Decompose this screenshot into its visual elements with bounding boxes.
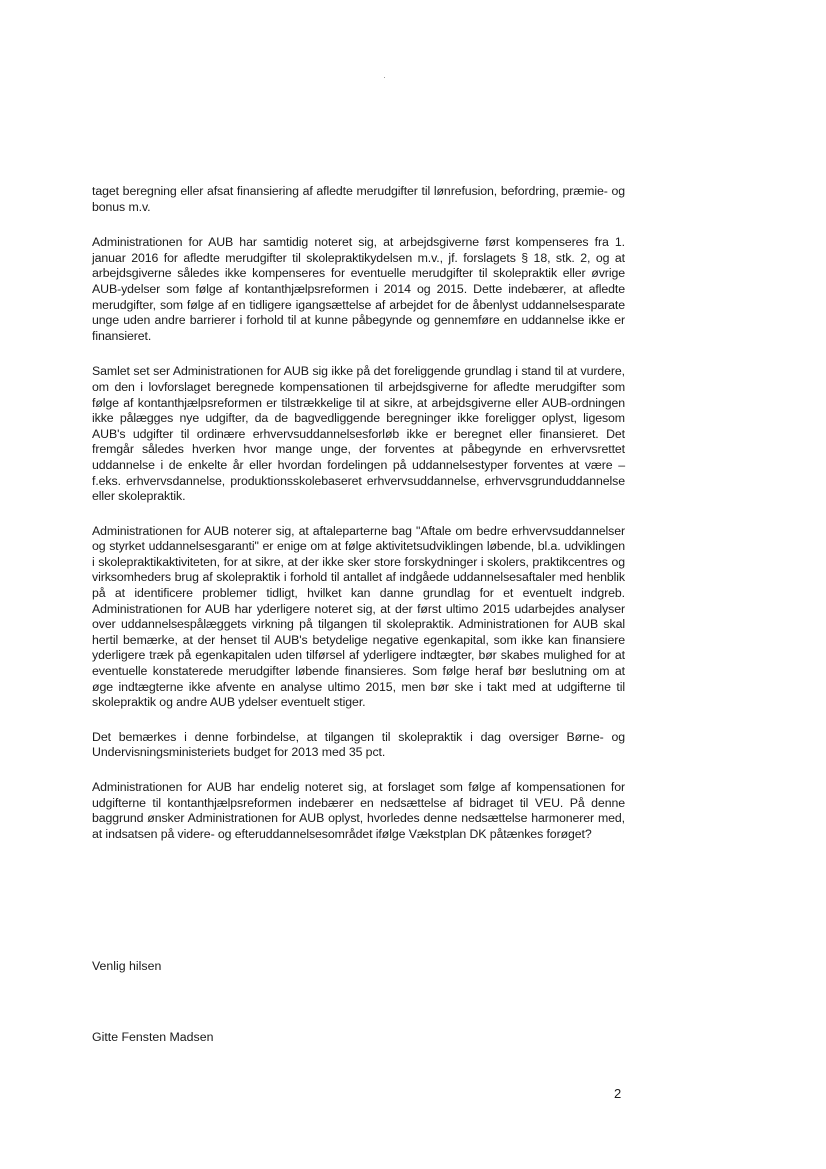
page-number: 2 — [614, 1086, 622, 1101]
paragraph-compensation-timing: Administrationen for AUB har samtidig noteret sig, at arbejdsgiverne først kompenseres fra 1. januar 2016 for afledte merudgifter til skolepraktikydelsen m.v., jf. forslagets § 18, stk. 2, og at arbejdsgiverne således ikke kompenseres for eventuelle merudgifter til skolepraktik eller øvrige AUB-ydelser som følge af kontanthjælpsreformen i 2014 og 2015. Dette indebærer, at afledte merudgifter, som følge af en tidligere igangsættelse af arbejdet for de åbenlyst uddannelsesparate unge uden andre barrierer i forhold til at kunne påbegynde og gennemføre en uddannelse ikke er finansieret. — [92, 235, 625, 343]
paragraph-continuation: taget beregning eller afsat finansiering af afledte merudgifter til lønrefusion, befordring, præmie- og bonus m.v. — [92, 184, 625, 214]
paragraph-budget-note: Det bemærkes i denne forbindelse, at tilgangen til skolepraktik i dag oversiger Børne- og Undervisningsministeriets budget for 2013 med 35 pct. — [92, 729, 625, 760]
letter-body — [92, 184, 625, 842]
scan-speck — [384, 77, 385, 78]
closing-greeting: Venlig hilsen — [92, 959, 162, 973]
paragraph-agreement-parties: Administrationen for AUB noterer sig, at aftaleparterne bag "Aftale om bedre erhvervsuddannelser og styrket uddannelsesgaranti" er enige om at følge aktivitetsudviklingen løbende, bl.a. udviklingen i skolepraktikaktiviteten, for at sikre, at der ikke sker store forskydninger i skolers, praktikcentres og virksomheders brug af skolepraktik i forhold til antallet af indgåede uddannelsesaftaler med henblik på at identificere problemer tidligt, hvilket kan danne grundlag for et eventuelt indgreb. Administrationen for AUB har yderligere noteret sig, at der først ultimo 2015 udarbejdes analyser over uddannelsespålæggets virkning på tilgangen til skolepraktik. Administrationen for AUB skal hertil bemærke, at der henset til AUB's betydelige negative egenkapital, som ikke kan finansiere yderligere træk på egenkapitalen uden tilførsel af yderligere indtægter, bør skabes mulighed for at eventuelle konstaterede merudgifter løbende finansieres. Som følge heraf bør beslutning om at øge indtægterne ikke afvente en analyse ultimo 2015, men bør ske i takt med at udgifterne til skolepraktik og andre AUB ydelser eventuelt stiger. — [92, 523, 625, 710]
paragraph-veu-contribution: Administrationen for AUB har endelig noteret sig, at forslaget som følge af kompensationen for udgifterne til kontanthjælpsreformen indebærer en nedsættelse af bidraget til VEU. På denne baggrund ønsker Administrationen for AUB oplyst, hvorledes denne nedsættelse harmonerer med, at indsatsen på videre- og efteruddannelsesområdet ifølge Vækstplan DK påtænkes forøget? — [92, 780, 625, 841]
paragraph-assessment: Samlet set ser Administrationen for AUB sig ikke på det foreliggende grundlag i stand til at vurdere, om den i lovforslaget beregnede kompensationen til arbejdsgiverne for afledte merudgifter som følge af kontanthjælpsreformen er tilstrækkelige til at sikre, at arbejdsgiverne eller AUB-ordningen ikke pålægges nye udgifter, da de bagvedliggende beregninger ikke foreligger oplyst, ligesom AUB's udgifter til ordinære erhvervsuddannelsesforløb ikke er beregnet eller finansieret. Det fremgår således hverken hvor mange unge, der forventes at påbegynde en erhvervsrettet uddannelse i de enkelte år eller hvordan fordelingen på uddannelsestyper forventes at være – f.eks. erhvervsdannelse, produktionsskolebaseret erhvervsuddannelse, erhvervsgrunduddannelse eller skolepraktik. — [92, 364, 625, 504]
signature-name: Gitte Fensten Madsen — [92, 1030, 214, 1044]
